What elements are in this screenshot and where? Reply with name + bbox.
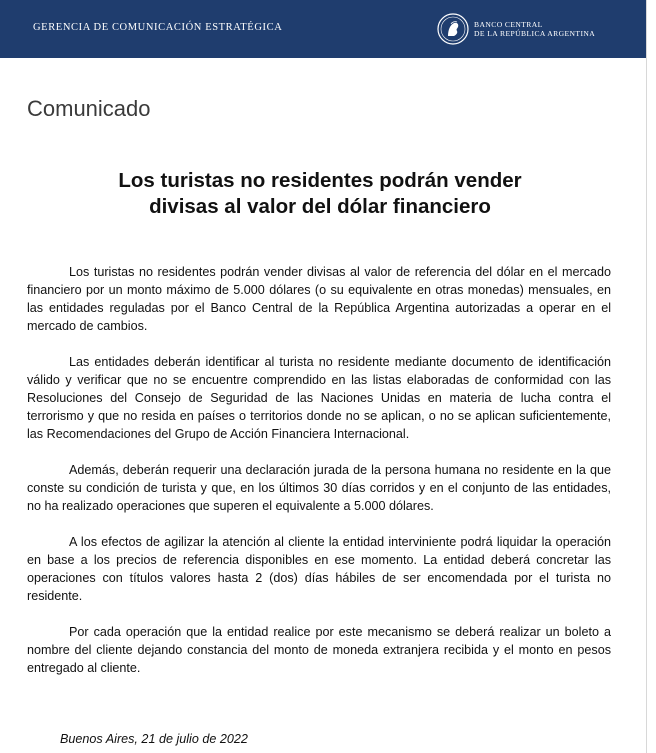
signoff-date: Buenos Aires, 21 de julio de 2022 xyxy=(60,732,248,746)
page-title xyxy=(0,168,640,220)
paragraph: Las entidades deberán identificar al turista no residente mediante documento de identificación válido y verificar que no se encuentre comprendido en las listas elaboradas de conformidad con las Resoluciones del Consejo de Seguridad de las Naciones Unidas en materia de lucha contra el terrorismo y que no resida en países o territorios donde no se aplican, o no se aplican suficientemente, las Recomendaciones del Grupo de Acción Financiera Internacional. xyxy=(27,355,611,441)
bcra-seal-icon xyxy=(437,13,469,45)
organization-name-line2: DE LA REPÚBLICA ARGENTINA xyxy=(474,29,596,38)
header-band xyxy=(0,0,646,58)
paragraph: Además, deberán requerir una declaración jurada de la persona humana no residente en la que conste su condición de turista y que, en los últimos 30 días corridos y en el conjunto de las entidades, no ha realizado operaciones que superen el equivalente a 5.000 dólares. xyxy=(27,463,611,513)
document-type: Comunicado xyxy=(27,96,151,121)
department-name: GERENCIA DE COMUNICACIÓN ESTRATÉGICA xyxy=(33,22,283,33)
organization-brand[interactable] xyxy=(437,13,595,45)
document-body xyxy=(27,263,611,695)
paragraph: Los turistas no residentes podrán vender divisas al valor de referencia del dólar en el mercado financiero por un monto máximo de 5.000 dólares (o su equivalente en otras monedas) mensuales, en las entidades reguladas por el Banco Central de la República Argentina autorizadas a operar en el mercado de cambios. xyxy=(27,265,611,333)
page-title-line1: Los turistas no residentes podrán vender xyxy=(118,169,522,192)
organization-name-line1: BANCO CENTRAL xyxy=(474,20,543,29)
organization-name xyxy=(474,20,595,38)
paragraph: Por cada operación que la entidad realice por este mecanismo se deberá realizar un boleto a nombre del cliente dejando constancia del monto de moneda extranjera recibida y el monto en pesos entregado al cliente. xyxy=(27,625,611,675)
paragraph: A los efectos de agilizar la atención al cliente la entidad interviniente podrá liquidar la operación en base a los precios de referencia disponibles en ese momento. La entidad deberá concretar las operaciones con títulos valores hasta 2 (dos) días hábiles de ser encomendada por el turista no residente. xyxy=(27,535,611,603)
page-title-line2: divisas al valor del dólar financiero xyxy=(149,195,491,218)
